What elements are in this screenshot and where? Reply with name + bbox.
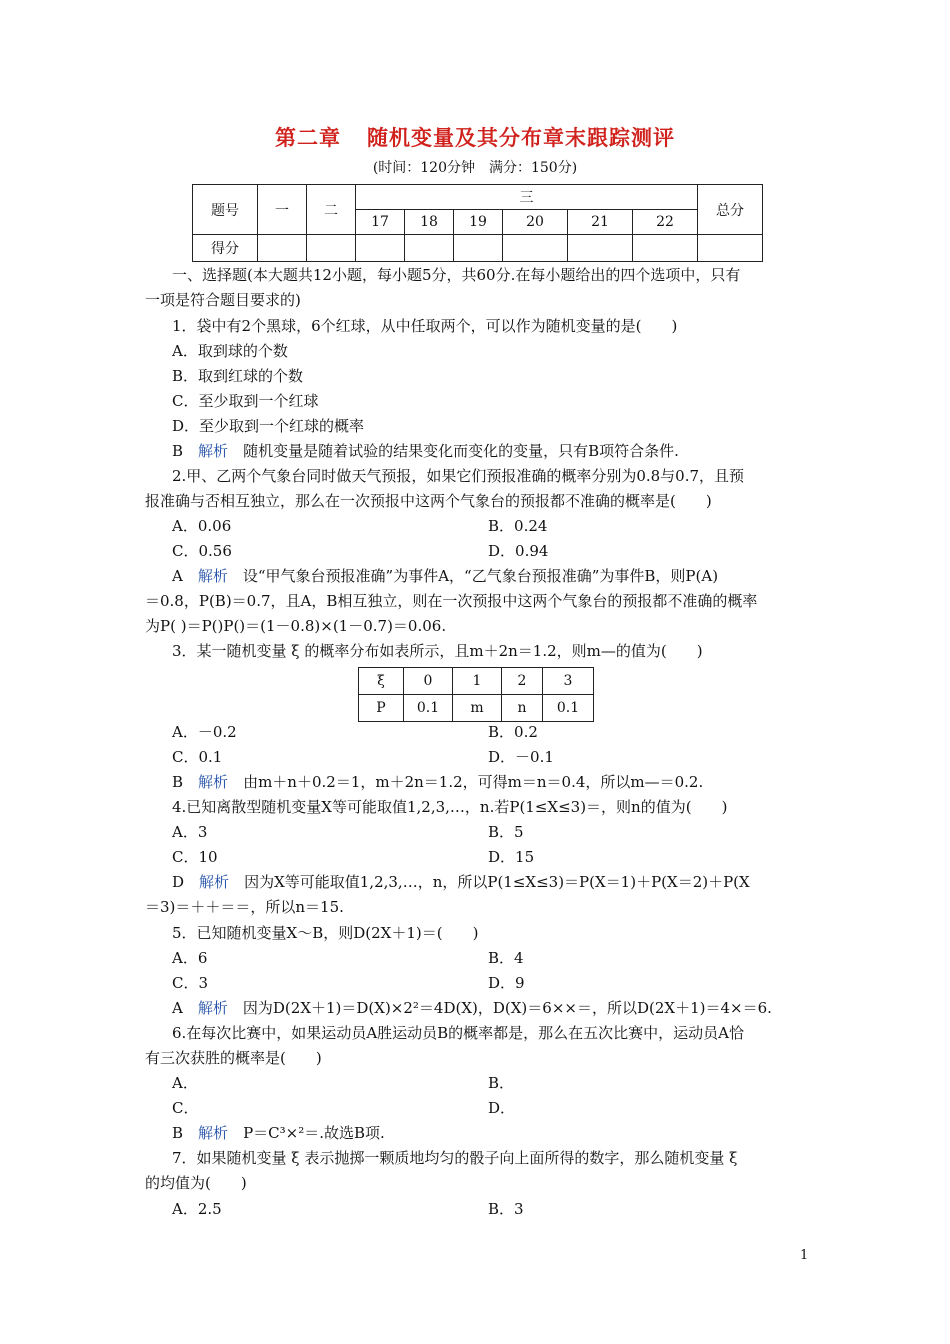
header-section-1: 一 xyxy=(258,185,307,235)
q3-stem: 3．某一随机变量 ξ 的概率分布如表所示，且m＋2n＝1.2，则m—的值为( ) xyxy=(172,642,703,660)
score-cell xyxy=(405,235,454,262)
q4-solution-cont: ＝3)＝＋＋＝＝，所以n＝15. xyxy=(145,898,344,916)
q4-option-c: C．10 xyxy=(172,848,218,866)
q2-stem: 2.甲、乙两个气象台同时做天气预报，如果它们预报准确的概率分别为0.8与0.7，且预 xyxy=(172,467,745,485)
q7-stem: 7．如果随机变量 ξ 表示抛掷一颗质地均匀的骰子向上面所得的数字，那么随机变量 ξ xyxy=(172,1149,738,1167)
header-section-3: 三 xyxy=(356,185,698,210)
score-cell xyxy=(503,235,568,262)
q2-solution-cont: ＝0.8，P(B)＝0.7，且A，B相互独立，则在一次预报中这两个气象台的预报都不准确的概率 xyxy=(145,592,758,610)
q2-option-b: B．0.24 xyxy=(488,517,548,535)
q6-solution: B 解析 P＝C³×²＝.故选B项. xyxy=(172,1124,385,1142)
header-q22: 22 xyxy=(633,210,698,235)
header-tihao: 题号 xyxy=(193,185,258,235)
q7-option-b: B．3 xyxy=(488,1200,524,1218)
q6-option-d: D． xyxy=(488,1099,516,1117)
dist-value: 2 xyxy=(502,668,543,695)
q3-solution: B 解析 由m＋n＋0.2＝1，m＋2n＝1.2，可得m＝n＝0.4，所以m—＝0.2. xyxy=(172,773,704,791)
q4-option-d: D．15 xyxy=(488,848,535,866)
score-cell xyxy=(633,235,698,262)
q6-stem-cont: 有三次获胜的概率是( ) xyxy=(145,1049,322,1067)
dist-value: 1 xyxy=(453,668,502,695)
header-q21: 21 xyxy=(568,210,633,235)
q1-option-a: A．取到球的个数 xyxy=(172,342,288,360)
q1-option-c: C．至少取到一个红球 xyxy=(172,392,319,410)
q3-option-c: C．0.1 xyxy=(172,748,223,766)
row-label-score: 得分 xyxy=(193,235,258,262)
q1-solution: B 解析 随机变量是随着试验的结果变化而变化的变量，只有B项符合条件. xyxy=(172,442,679,460)
q2-solution: A 解析 设“甲气象台预报准确”为事件A，“乙气象台预报准确”为事件B，则P(A) xyxy=(172,567,719,585)
q6-option-b: B． xyxy=(488,1074,515,1092)
dist-prob: m xyxy=(453,695,502,722)
q1-stem: 1．袋中有2个黑球，6个红球，从中任取两个，可以作为随机变量的是( ) xyxy=(172,317,678,335)
header-section-2: 二 xyxy=(307,185,356,235)
dist-header-xi: ξ xyxy=(359,668,404,695)
q6-option-c: C． xyxy=(172,1099,199,1117)
q4-option-a: A．3 xyxy=(172,823,208,841)
q3-option-d: D．－0.1 xyxy=(488,748,554,766)
q1-option-b: B．取到红球的个数 xyxy=(172,367,304,385)
q5-solution: A 解析 因为D(2X＋1)＝D(X)×2²＝4D(X)，D(X)＝6××＝，所以D(2X＋1)＝4×＝6. xyxy=(172,999,772,1017)
q3-distribution-table xyxy=(358,667,594,722)
q1-option-d: D．至少取到一个红球的概率 xyxy=(172,417,365,435)
q2-solution-cont2: 为P( )＝P()P()＝(1－0.8)×(1－0.7)＝0.06. xyxy=(145,617,447,635)
q6-stem: 6.在每次比赛中，如果运动员A胜运动员B的概率都是，那么在五次比赛中，运动员A恰 xyxy=(172,1024,745,1042)
section-heading-cont: 一项是符合题目要求的) xyxy=(145,291,301,309)
q2-option-a: A．0.06 xyxy=(172,517,232,535)
q4-option-b: B．5 xyxy=(488,823,524,841)
q4-solution: D 解析 因为X等可能取值1,2,3,…，n，所以P(1≤X≤3)＝P(X＝1)＋P(X＝2)＋P(X xyxy=(172,873,750,891)
q5-stem: 5．已知随机变量X～B，则D(2X＋1)＝( ) xyxy=(172,924,479,942)
time-score-info: (时间：120分钟 满分：150分) xyxy=(372,160,578,176)
q5-option-d: D．9 xyxy=(488,974,525,992)
header-q19: 19 xyxy=(454,210,503,235)
score-cell xyxy=(568,235,633,262)
score-cell xyxy=(454,235,503,262)
dist-value: 0 xyxy=(404,668,453,695)
q7-stem-cont: 的均值为( ) xyxy=(145,1174,247,1192)
dist-prob: 0.1 xyxy=(404,695,453,722)
header-total: 总分 xyxy=(698,185,763,235)
page-number: 1 xyxy=(800,1248,809,1263)
header-q20: 20 xyxy=(503,210,568,235)
q3-option-a: A．－0.2 xyxy=(172,723,237,741)
q2-option-c: C．0.56 xyxy=(172,542,232,560)
q6-option-a: A． xyxy=(172,1074,198,1092)
dist-header-p: P xyxy=(359,695,404,722)
header-q17: 17 xyxy=(356,210,405,235)
header-q18: 18 xyxy=(405,210,454,235)
section-heading: 一、选择题(本大题共12小题，每小题5分，共60分.在每小题给出的四个选项中，只有 xyxy=(172,266,741,284)
q2-stem-cont: 报准确与否相互独立，那么在一次预报中这两个气象台的预报都不准确的概率是( ) xyxy=(145,492,712,510)
q5-option-b: B．4 xyxy=(488,949,524,967)
score-cell xyxy=(356,235,405,262)
score-cell xyxy=(258,235,307,262)
page-title: 第二章 随机变量及其分布章末跟踪测评 xyxy=(275,126,675,150)
q3-option-b: B．0.2 xyxy=(488,723,538,741)
q5-option-c: C．3 xyxy=(172,974,209,992)
score-table xyxy=(192,184,763,262)
dist-value: 3 xyxy=(543,668,594,695)
dist-prob: 0.1 xyxy=(543,695,594,722)
dist-prob: n xyxy=(502,695,543,722)
q4-stem: 4.已知离散型随机变量X等可能取值1,2,3,…，n.若P(1≤X≤3)＝，则n的值为( ) xyxy=(172,798,728,816)
score-cell xyxy=(307,235,356,262)
q7-option-a: A．2.5 xyxy=(172,1200,222,1218)
q2-option-d: D．0.94 xyxy=(488,542,549,560)
q5-option-a: A．6 xyxy=(172,949,208,967)
score-cell xyxy=(698,235,763,262)
